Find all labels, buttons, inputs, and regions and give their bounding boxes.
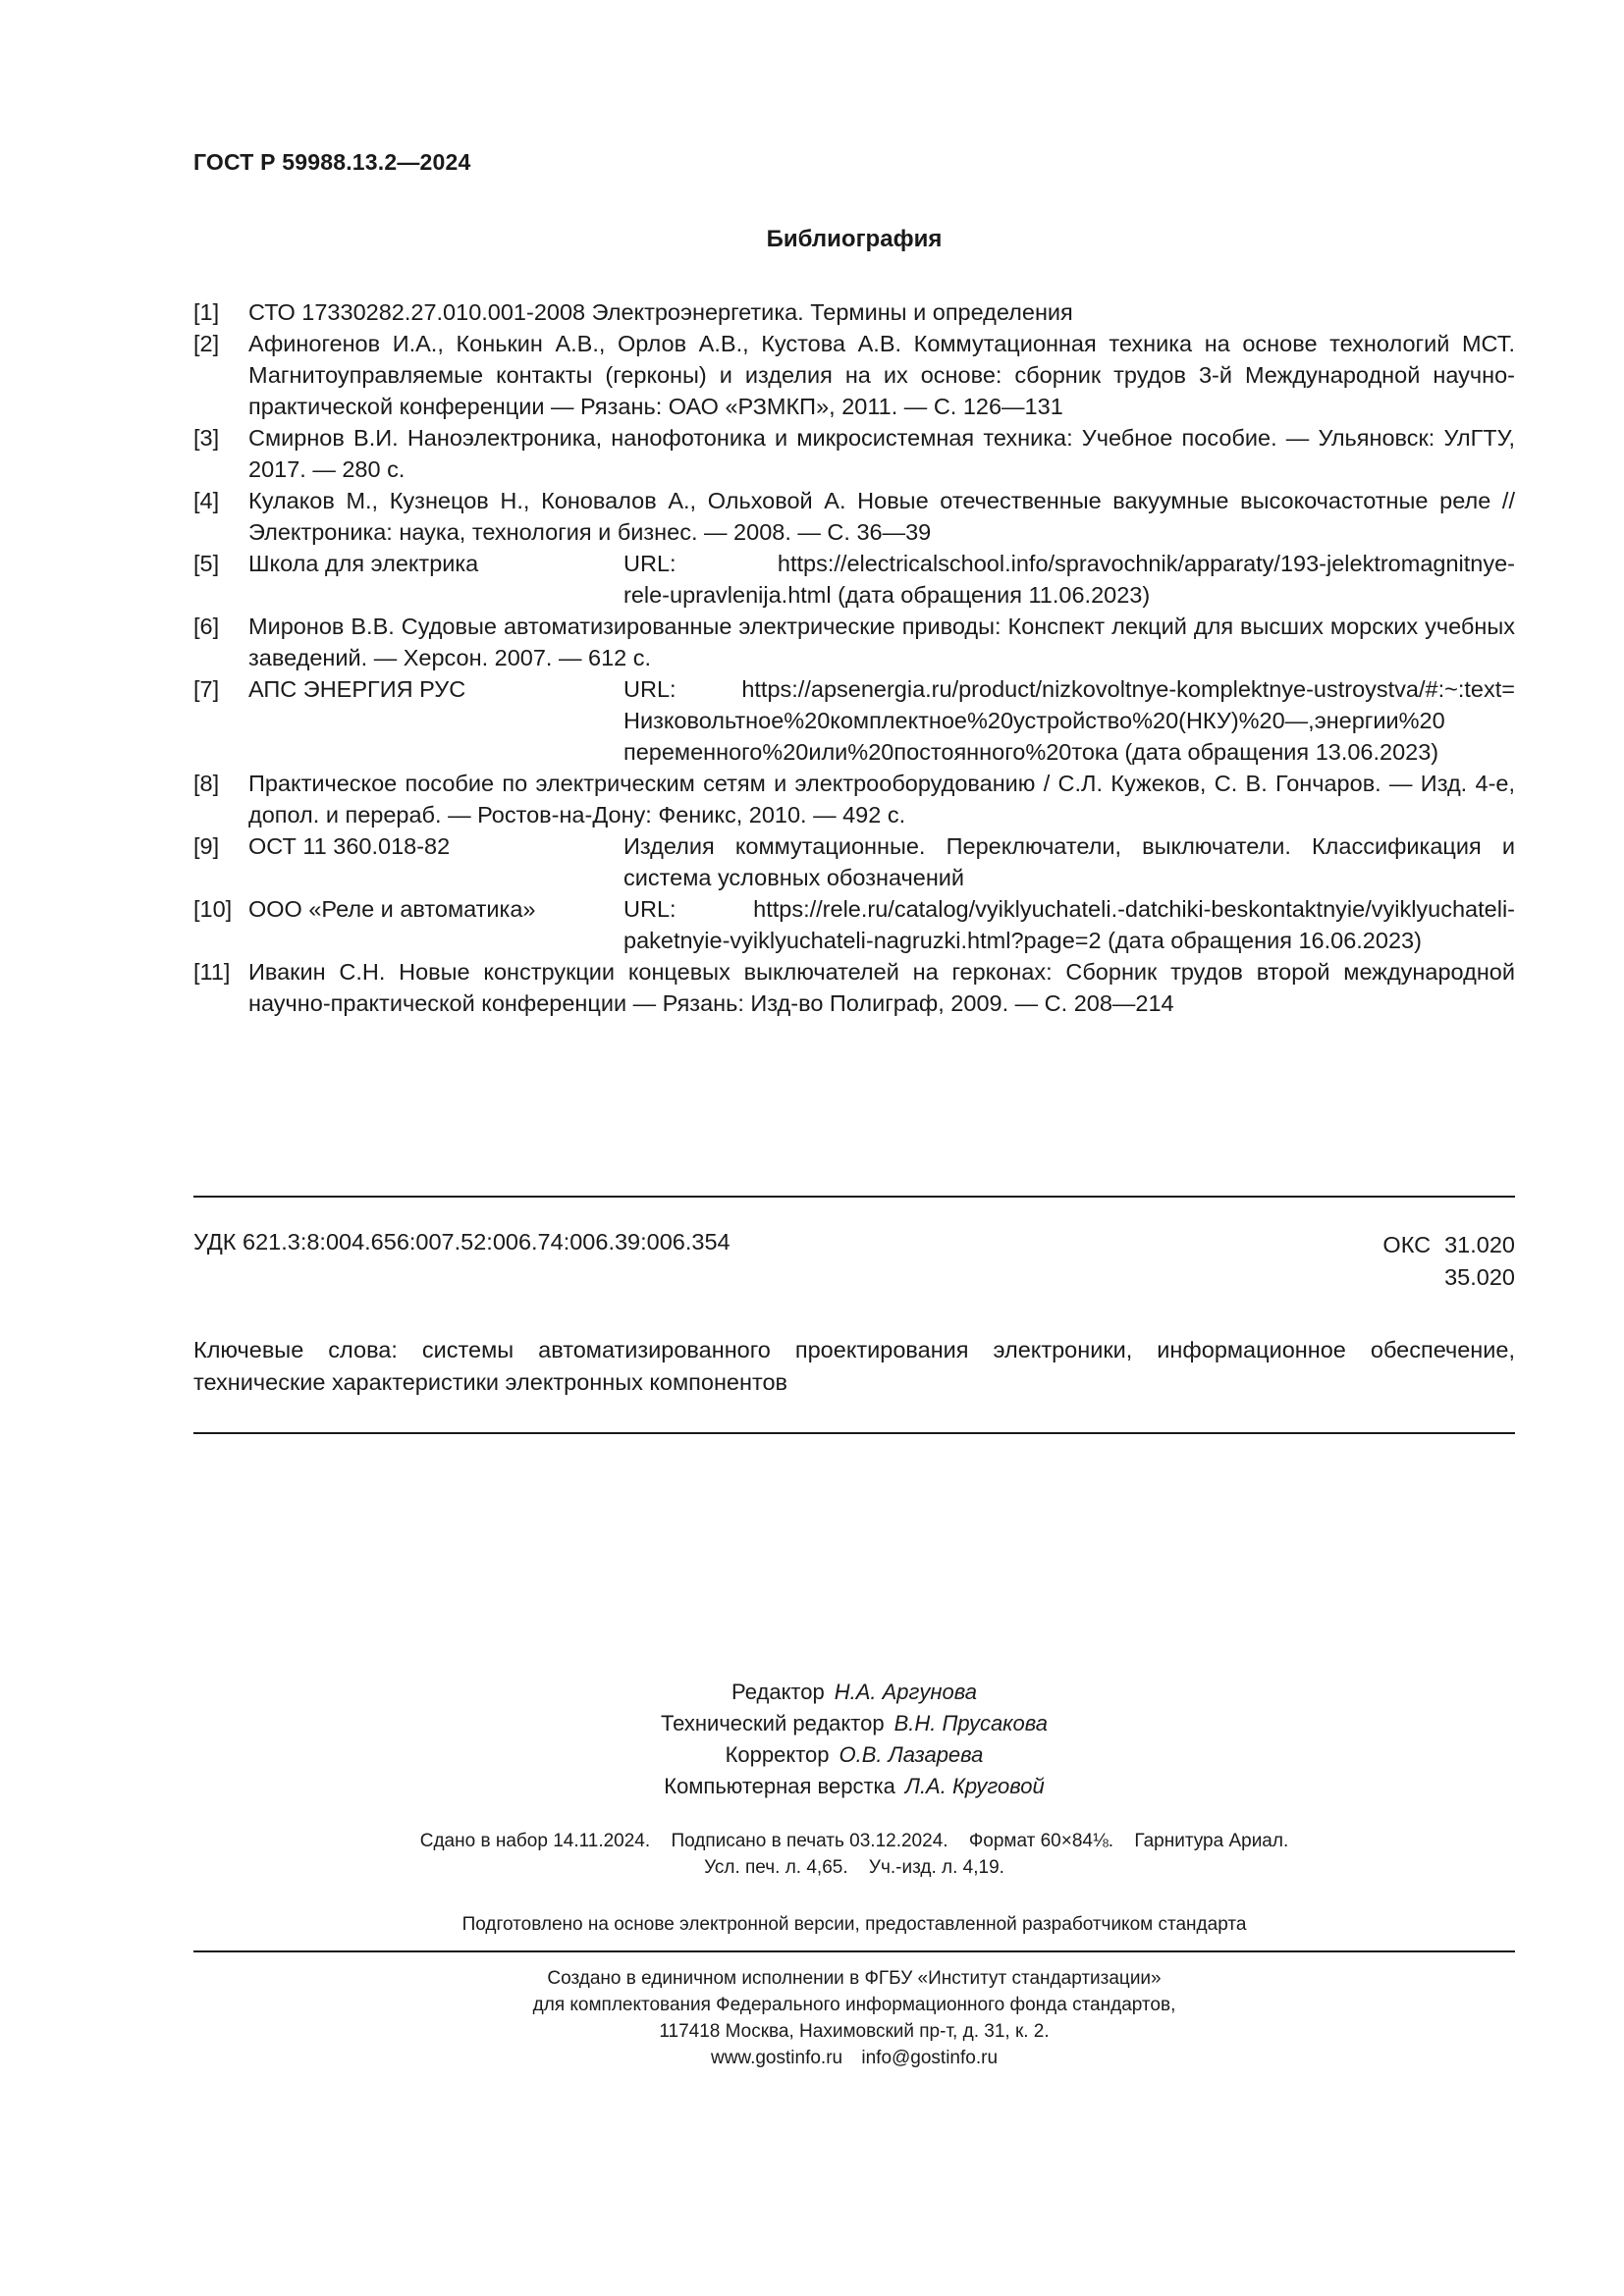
bibliography-entry-6 — [193, 611, 1515, 673]
credit-tech-editor — [193, 1708, 1515, 1739]
bibliography-entry-10 — [193, 893, 1515, 956]
divider-top — [193, 1196, 1515, 1198]
credits-block — [193, 1677, 1515, 1802]
prepared-note: Подготовлено на основе электронной версии, предоставленной разработчиком стандарта — [461, 1914, 1247, 1935]
entry-url-link[interactable]: https://rele.ru/catalog/vyiklyuchateli.-datchiki-beskontaktnyie/vyiklyuchateli- — [753, 896, 1515, 922]
credit-role: Корректор — [725, 1742, 830, 1767]
bibliography-list — [193, 296, 1515, 1019]
url-label: URL: — [623, 551, 677, 576]
print-info-line-1 — [193, 1828, 1515, 1854]
printed-sheets: Усл. печ. л. 4,65. — [704, 1857, 848, 1878]
bibliography-title: Библиография — [766, 226, 943, 252]
bibliography-entry-2 — [193, 328, 1515, 422]
bibliography-entry-3 — [193, 422, 1515, 485]
entry-url-text[interactable]: URL: https://apsenergia.ru/product/nizkovoltnye-komplektnye-ustroystva/#:~:text= Низковольтное%20комплектное%20устройство%20(НКУ)%20—,энергии%20 переменного%20или%20постоянного%20тока (дата обращения 13.06.2023) — [623, 676, 1515, 765]
print-info — [193, 1828, 1515, 1881]
entry-number: [9] — [193, 833, 220, 859]
bibliography-entry-5 — [193, 548, 1515, 611]
typesetting-date: Сдано в набор 14.11.2024. — [419, 1831, 651, 1851]
publisher-line-1: Создано в единичном исполнении в ФГБУ «Институт стандартизации» — [547, 1968, 1162, 1989]
format: Формат 60×84⅛. — [968, 1831, 1114, 1851]
standard-code: ГОСТ Р 59988.13.2—2024 — [193, 149, 471, 175]
typeface: Гарнитура Ариал. — [1134, 1831, 1289, 1851]
bibliography-entry-7 — [193, 673, 1515, 768]
entry-number: [8] — [193, 771, 220, 796]
publisher-address: 117418 Москва, Нахимовский пр-т, д. 31, к. 2. — [659, 2021, 1050, 2042]
entry-text: Миронов В.В. Судовые автоматизированные электрические приводы: Конспект лекций для высших морских учебных заведений. — Херсон. 2007. — 612 с. — [248, 614, 1515, 670]
credit-person: Н.А. Аргунова — [834, 1680, 977, 1704]
bibliography-entry-11 — [193, 956, 1515, 1019]
print-info-line-2 — [193, 1854, 1515, 1881]
bibliography-entry-9 — [193, 830, 1515, 893]
bibliography-entry-4 — [193, 485, 1515, 548]
credit-person: В.Н. Прусакова — [893, 1711, 1049, 1735]
publisher-links — [193, 2045, 1515, 2071]
credit-role: Технический редактор — [660, 1711, 885, 1735]
entry-number: [2] — [193, 331, 220, 356]
entry-source: ООО «Реле и автоматика» — [248, 896, 536, 922]
bibliography-entry-1 — [193, 296, 1515, 328]
credit-role: Компьютерная верстка — [664, 1774, 895, 1798]
entry-text: Афиногенов И.А., Конькин А.В., Орлов А.В., Кустова А.В. Коммутационная техника на основе технологий МСТ. Магнитоуправляемые контакты (герконы) и изделия на их основе: сборник трудов 3-й Международной научно-практической конференции — Рязань: ОАО «РЗМКП», 2011. — С. 126—131 — [248, 331, 1515, 419]
entry-url-rest: paketnyie-vyiklyuchateli-nagruzki.html?page=2 (дата обращения 16.06.2023) — [623, 928, 1422, 953]
udc-code: УДК 621.3:8:004.656:007.52:006.74:006.39:006.354 — [193, 1229, 731, 1255]
entry-url-link[interactable]: https://electricalschool.info/spravochnik/apparaty/193-jelektromagnitnye- — [777, 551, 1515, 576]
credit-person: О.В. Лазарева — [839, 1742, 984, 1767]
oks-code-2: 35.020 — [1444, 1264, 1515, 1290]
publisher-block — [193, 1965, 1515, 2071]
signed-date: Подписано в печать 03.12.2024. — [671, 1831, 948, 1851]
bibliography-entry-8 — [193, 768, 1515, 830]
entry-number: [10] — [193, 896, 233, 922]
credit-layout — [193, 1771, 1515, 1802]
entry-text: Смирнов В.И. Наноэлектроника, нанофотоника и микросистемная техника: Учебное пособие. — Ульяновск: УлГТУ, 2017. — 280 с. — [248, 425, 1515, 482]
oks-code-1: 31.020 — [1444, 1232, 1515, 1257]
keywords: Ключевые слова: системы автоматизированного проектирования электроники, информационное обеспечение, технические характеристики электронных компонентов — [193, 1337, 1515, 1395]
divider-keywords — [193, 1432, 1515, 1434]
entry-source: ОСТ 11 360.018-82 — [248, 833, 451, 859]
publisher-line-2: для комплектования Федерального информационного фонда стандартов, — [532, 1995, 1176, 2015]
divider-bottom — [193, 1950, 1515, 1952]
oks-codes — [1382, 1229, 1515, 1294]
entry-url-rest: rele-upravlenija.html (дата обращения 11.06.2023) — [623, 582, 1151, 608]
entry-number: [11] — [193, 959, 231, 985]
entry-number: [5] — [193, 551, 220, 576]
entry-source: АПС ЭНЕРГИЯ РУС — [248, 676, 466, 702]
entry-text: Кулаков М., Кузнецов Н., Коновалов А., Ольховой А. Новые отечественные вакуумные высокочастотные реле // Электроника: наука, технология и бизнес. — 2008. — С. 36—39 — [248, 488, 1515, 545]
credit-editor — [193, 1677, 1515, 1708]
credit-person: Л.А. Круговой — [904, 1774, 1045, 1798]
entry-number: [4] — [193, 488, 220, 513]
entry-text: Практическое пособие по электрическим сетям и электрооборудованию / С.Л. Кужеков, С. В. Гончаров. — Изд. 4-е, допол. и перераб. — Ростов-на-Дону: Феникс, 2010. — 492 с. — [248, 771, 1515, 828]
entry-number: [6] — [193, 614, 220, 639]
entry-number: [7] — [193, 676, 220, 702]
credit-role: Редактор — [731, 1680, 825, 1704]
oks-label: ОКС — [1382, 1232, 1432, 1257]
entry-source: Школа для электрика — [248, 551, 479, 576]
entry-text: СТО 17330282.27.010.001-2008 Электроэнергетика. Термины и определения — [248, 299, 1073, 325]
email-link[interactable]: info@gostinfo.ru — [861, 2048, 999, 2068]
url-label: URL: — [623, 896, 677, 922]
entry-number: [1] — [193, 299, 220, 325]
entry-text: Ивакин С.Н. Новые конструкции концевых выключателей на герконах: Сборник трудов второй международной научно-практической конференции — Рязань: Изд-во Полиграф, 2009. — С. 208—214 — [248, 959, 1515, 1016]
publishing-sheets: Уч.-изд. л. 4,19. — [868, 1857, 1004, 1878]
entry-number: [3] — [193, 425, 220, 451]
website-link[interactable]: www.gostinfo.ru — [710, 2048, 843, 2068]
credit-proofreader — [193, 1739, 1515, 1771]
entry-text: Изделия коммутационные. Переключатели, выключатели. Классификация и система условных обозначений — [623, 833, 1515, 890]
